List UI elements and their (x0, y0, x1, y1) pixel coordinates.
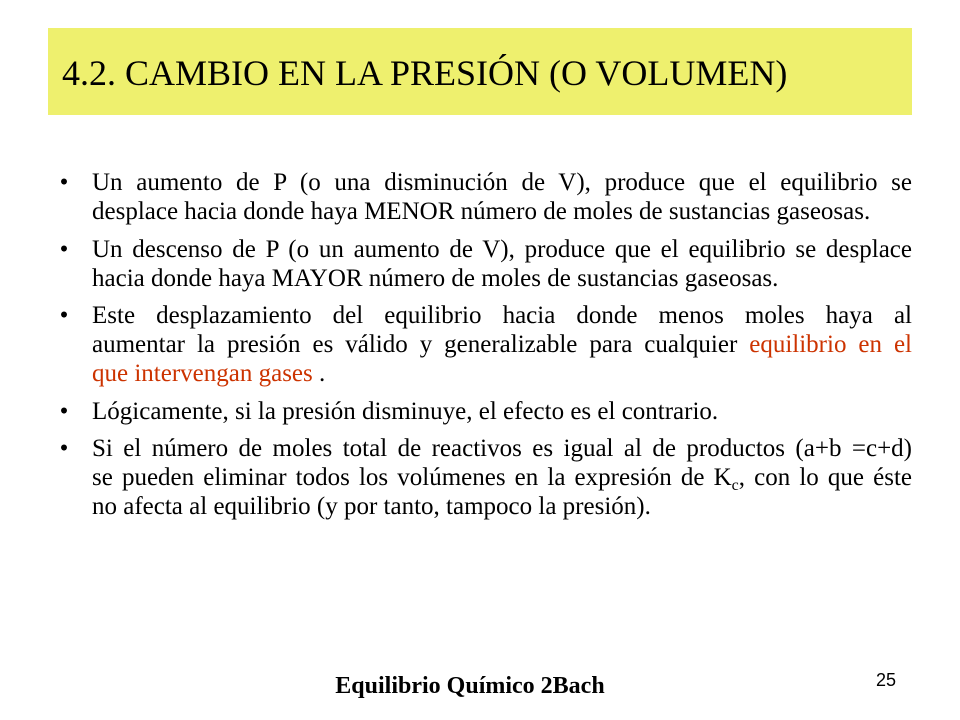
bullet-item-generalization (56, 301, 912, 388)
bullet-line (92, 330, 912, 359)
bullet-line (92, 359, 912, 388)
equilibrium-constant-subscript: c (731, 477, 739, 494)
bullet-marker: • (59, 397, 69, 425)
bullet-text (92, 235, 912, 293)
bullet-text (92, 301, 912, 388)
equilibrium-constant-symbol: K (713, 464, 732, 491)
bullet-line-text: se pueden eliminar todos los volúmenes en la expresión de (92, 464, 714, 491)
page-number: 25 (875, 670, 896, 690)
bullet-item-pressure-increase (56, 168, 912, 226)
highlighted-phrase: equilibrio en el (749, 331, 912, 358)
bullet-line: no afecta al equilibrio (y por tanto, tampoco la presión). (92, 493, 651, 520)
footer-title: Equilibrio Químico 2Bach (335, 673, 605, 699)
bullet-marker: • (59, 169, 69, 196)
bullet-line-text: , con lo que éste (738, 464, 912, 491)
bullet-marker: • (59, 302, 69, 329)
bullet-item-equal-moles (56, 434, 912, 521)
bullet-line (92, 463, 912, 492)
bullet-line: hacia donde haya MAYOR número de moles de sustancias gaseosas. (92, 264, 779, 292)
bullet-item-opposite-effect (56, 397, 912, 426)
bullet-marker: • (59, 235, 69, 263)
bullet-text (92, 434, 912, 521)
bullet-line-text: aumentar la presión es válido y generalizable para cualquier (92, 331, 750, 358)
bullet-list (56, 168, 912, 530)
title-banner (48, 28, 912, 115)
bullet-line: Un descenso de P (o un aumento de V), produce que el equilibrio se desplace (92, 235, 912, 263)
bullet-text (92, 397, 912, 426)
bullet-item-pressure-decrease (56, 235, 912, 293)
bullet-line: desplace hacia donde haya MENOR número de moles de sustancias gaseosas. (92, 198, 871, 225)
bullet-line: Este desplazamiento del equilibrio hacia donde menos moles haya al (92, 302, 912, 329)
bullet-line: Si el número de moles total de reactivos es igual al de productos (a+b =c+d) (92, 435, 912, 462)
bullet-line: Un aumento de P (o una disminución de V), produce que el equilibrio se (92, 169, 912, 196)
bullet-line: Lógicamente, si la presión disminuye, el efecto es el contrario. (92, 397, 719, 425)
bullet-marker: • (59, 435, 69, 462)
slide-title: 4.2. CAMBIO EN LA PRESIÓN (O VOLUMEN) (62, 53, 788, 93)
highlighted-phrase: que intervengan gases (92, 360, 313, 387)
bullet-text (92, 168, 912, 226)
bullet-line-text: . (312, 360, 326, 387)
